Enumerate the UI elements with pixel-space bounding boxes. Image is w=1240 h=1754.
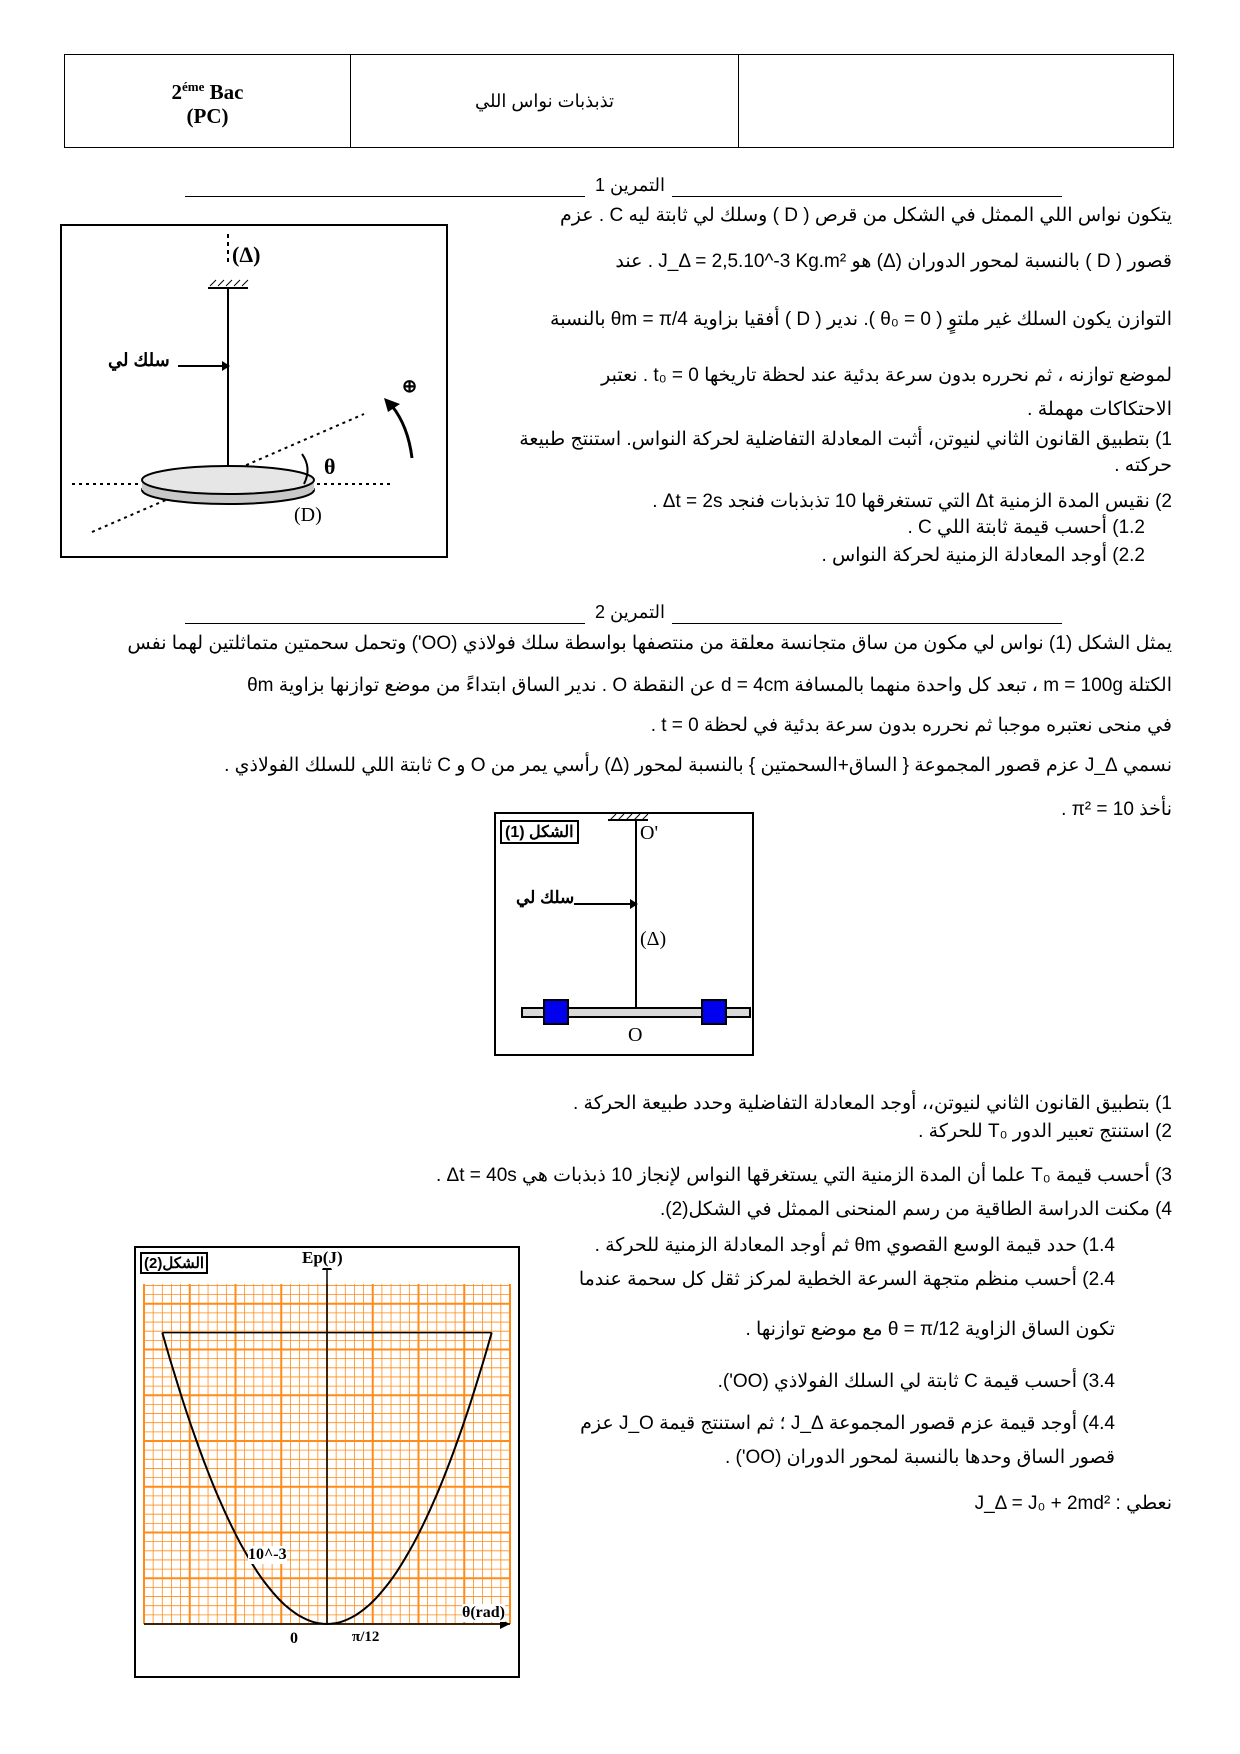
wire-label: سلك لي bbox=[108, 350, 170, 370]
positive-direction-icon: ⊕ bbox=[402, 376, 418, 396]
ex2-rule-right bbox=[672, 623, 1062, 624]
fig1-center-label: O bbox=[628, 1024, 643, 1046]
theta-label: θ bbox=[324, 454, 336, 479]
delta-label: (Δ) bbox=[232, 242, 261, 267]
ex2-line-4: نسمي J_Δ عزم قصور المجموعة { الساق+السحمتين } بالنسبة لمحور (Δ) رأسي يمر من O و C ثابتة اللي للسلك الفولاذي . bbox=[224, 755, 1172, 776]
ex1-rule-right bbox=[672, 196, 1062, 197]
ex2-question-1: 1) بتطبيق القانون الثاني لنيوتن،، أوجد المعادلة التفاضلية وحدد طبيعة الحركة . bbox=[572, 1093, 1172, 1114]
rotation-arrow-head bbox=[384, 398, 400, 412]
ex1-question-2-1: 1.2) أحسب قيمة ثابتة اللي C . bbox=[907, 517, 1145, 538]
chart-xtick-0: 0 bbox=[290, 1630, 298, 1647]
energy-chart bbox=[136, 1248, 518, 1676]
ex1-question-1b: حركته . bbox=[1114, 455, 1172, 476]
ex1-question-1a: 1) بتطبيق القانون الثاني لنيوتن، أثبت المعادلة التفاضلية لحركة النواس. استنتج طبيعة bbox=[519, 429, 1172, 450]
top-support-hatching bbox=[608, 814, 648, 820]
ex2-question-4-4b: قصور الساق وحدها بالنسبة لمحور الدوران (OO') . bbox=[725, 1447, 1115, 1468]
ex2-question-4-3: 3.4) أحسب قيمة C ثابتة لي السلك الفولاذي (OO'). bbox=[717, 1371, 1115, 1392]
ex1-figure bbox=[60, 224, 448, 558]
support-hatching bbox=[210, 280, 248, 286]
ex1-line-3: التوازن يكون السلك غير ملتوٍ ( θ₀ = 0 ). ندير ( D ) أفقيا بزاوية θm = π/4 بالنسبة bbox=[550, 309, 1172, 330]
ex2-question-4-2b: تكون الساق الزاوية θ = π/12 مع موضع توازنها . bbox=[745, 1319, 1115, 1340]
fig1-delta-label: (Δ) bbox=[640, 928, 667, 950]
fig1-label: الشكل (1) bbox=[500, 820, 579, 844]
ex1-line-1: يتكون نواس اللي الممثل في الشكل من قرص ( D ) وسلك لي ثابتة ليه C . عزم bbox=[560, 205, 1172, 226]
chart-ytick-label: 10^-3 bbox=[248, 1546, 287, 1563]
ex2-question-4-1: 1.4) حدد قيمة الوسع القصوي θm ثم أوجد المعادلة الزمنية للحركة . bbox=[594, 1235, 1115, 1256]
ex1-line-2: قصور ( D ) بالنسبة لمحور الدوران (Δ) هو J_Δ = 2,5.10^-3 Kg.m² . عند bbox=[615, 251, 1172, 272]
ex2-question-4-2a: 2.4) أحسب منظم متجهة السرعة الخطية لمركز ثقل كل سحمة عندما bbox=[578, 1269, 1115, 1290]
disc-label: (D) bbox=[294, 504, 322, 526]
ex1-question-2: 2) نقيس المدة الزمنية Δt التي تستغرقها 10 تذبذبات فنجد Δt = 2s . bbox=[652, 491, 1172, 512]
ex2-question-3: 3) أحسب قيمة T₀ علما أن المدة الزمنية التي يستغرقها النواس لإنجاز 10 ذبذبات هي Δt = 40s . bbox=[435, 1165, 1172, 1186]
ex2-line-3: في منحى نعتبره موجبا ثم نحرره بدون سرعة بدئية في لحظة t = 0 . bbox=[650, 715, 1172, 736]
ex2-figure-2 bbox=[134, 1246, 520, 1678]
chart-xtick-pi12: π/12 bbox=[352, 1629, 380, 1645]
fig1-wire-label: سلك لي bbox=[516, 888, 575, 907]
chart-xlabel: θ(rad) bbox=[462, 1604, 506, 1621]
header-right-cell bbox=[738, 55, 1173, 147]
chart-title: الشكل(2) bbox=[140, 1252, 208, 1274]
mass-right bbox=[702, 1000, 726, 1024]
level-label: $2^{éme}$ Bac (PC) bbox=[171, 78, 244, 128]
ex1-rule-left bbox=[185, 196, 585, 197]
ex2-given: نعطي : J_Δ = J₀ + 2md² bbox=[974, 1493, 1172, 1514]
ex2-question-2: 2) استنتج تعبير الدور T₀ للحركة . bbox=[918, 1121, 1172, 1142]
ex2-question-4-4a: 4.4) أوجد قيمة عزم قصور المجموعة J_Δ ؛ ثم استنتج قيمة J_O عزم bbox=[580, 1413, 1115, 1434]
ex1-line-4: لموضع توازنه ، ثم نحرره بدون سرعة بدئية عند لحظة تاريخها t₀ = 0 . نعتبر bbox=[601, 365, 1172, 386]
fig1-top-point: O' bbox=[640, 822, 659, 844]
disc-top bbox=[142, 466, 314, 494]
header-title-cell bbox=[350, 55, 738, 147]
ex2-heading: التمرين 2 bbox=[595, 602, 665, 622]
header-table bbox=[64, 54, 1174, 148]
chart-ylabel: Ep(J) bbox=[302, 1248, 343, 1267]
ex2-line-5: نأخذ π² = 10 . bbox=[1061, 799, 1172, 820]
ex2-line-2: الكتلة m = 100g ، تبعد كل واحدة منهما بالمسافة d = 4cm عن النقطة O . ندير الساق ابتداءً من موضع توازنها بزاوية θm bbox=[247, 675, 1172, 696]
ex2-line-1: يمثل الشكل (1) نواس لي مكون من ساق متجانسة معلقة من منتصفها بواسطة سلك فولاذي (OO') وتحمل سحمتين متماثلتين لهما نفس bbox=[127, 633, 1172, 654]
torsion-pendulum-diagram bbox=[62, 226, 446, 556]
ex2-rule-left bbox=[185, 623, 585, 624]
ex1-line-5: الاحتكاكات مهملة . bbox=[1027, 399, 1172, 420]
rotation-arrow bbox=[392, 406, 412, 458]
ex1-question-2-2: 2.2) أوجد المعادلة الزمنية لحركة النواس . bbox=[821, 545, 1145, 566]
ex2-figure-1 bbox=[494, 812, 754, 1056]
lesson-title: تذبذبات نواس اللي bbox=[474, 90, 615, 111]
header-level-cell bbox=[65, 55, 350, 147]
ex2-question-4: 4) مكنت الدراسة الطاقية من رسم المنحنى الممثل في الشكل(2). bbox=[659, 1199, 1172, 1220]
ex1-heading: التمرين 1 bbox=[595, 175, 665, 195]
mass-left bbox=[544, 1000, 568, 1024]
bar-pendulum-diagram bbox=[496, 814, 752, 1054]
